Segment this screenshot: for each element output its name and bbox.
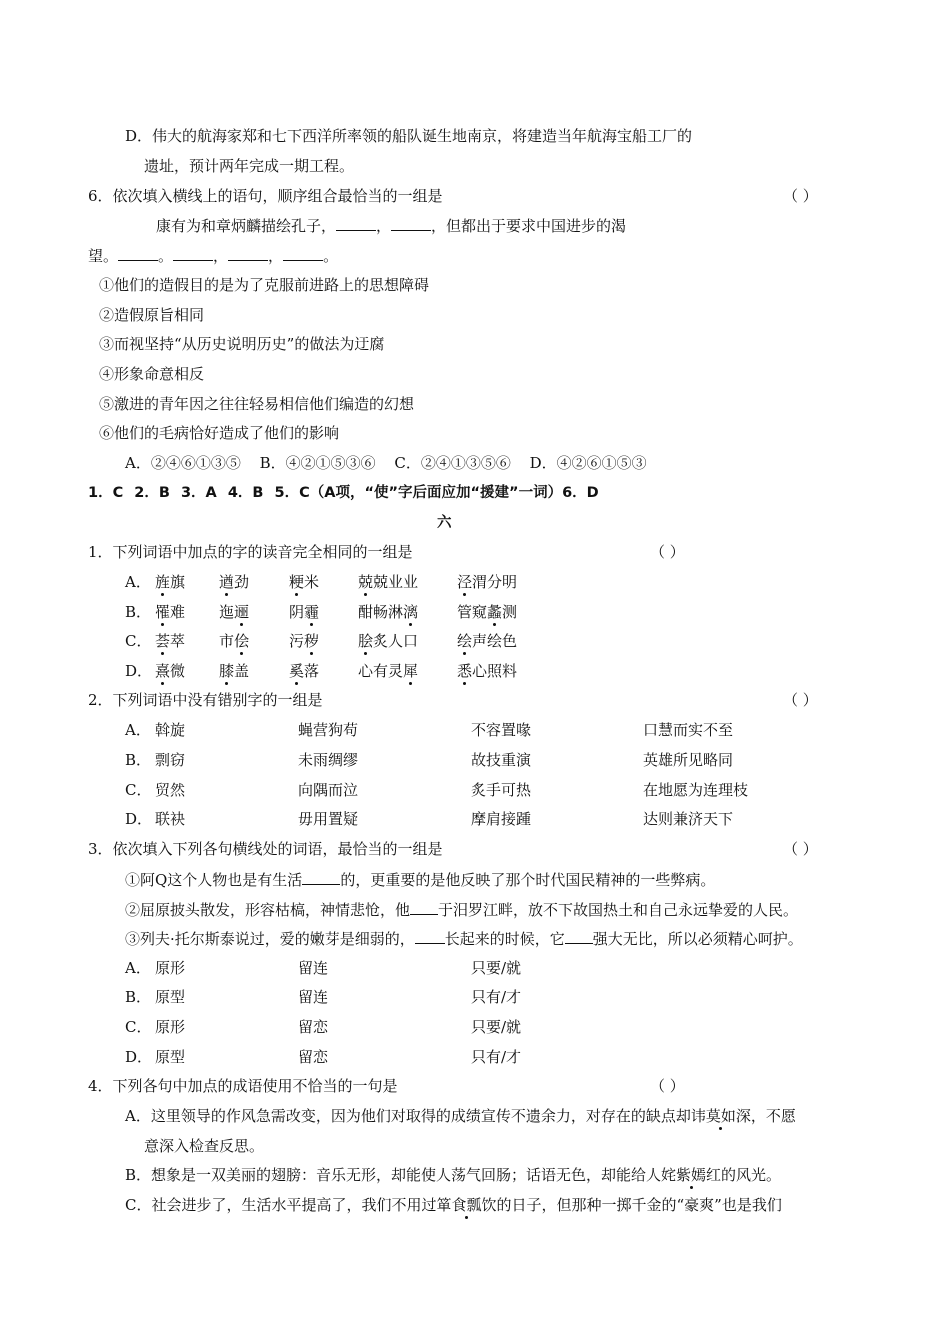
word-char: 酣畅淋: [358, 603, 404, 621]
s6-q2-answer-paren: （ ）: [783, 691, 818, 709]
s6-q3-option-label: A．: [125, 959, 151, 977]
s6-q2-word: 蝇营狗苟: [298, 721, 359, 739]
s6-q3-blank-1: [302, 869, 340, 885]
q6-blank-5: [228, 245, 268, 261]
section-heading: 六: [437, 515, 452, 531]
s6-q2-word: 联袂: [155, 810, 186, 828]
s6-q2-word: 摩肩接踵: [471, 810, 532, 828]
q6-passage-text: 。: [158, 247, 174, 265]
s6-q2-word: 英雄所见略同: [643, 751, 734, 769]
dotted-char: 蠡: [487, 603, 503, 621]
s6-q4-option-a-line1: [125, 1106, 796, 1126]
s6-q3-word: 留恋: [298, 1048, 329, 1066]
option-text: B．想象是一双美丽的翅膀：音乐无形，却能使人荡气回肠；话语无色，却能给人: [125, 1166, 662, 1184]
word-char: 炙人口: [373, 632, 419, 650]
s6-q3-blank-2: [410, 899, 438, 915]
s6-q4-stem: 4．下列各句中加点的成语使用不恰当的一句是: [88, 1077, 398, 1095]
s6-q3-word: 原形: [155, 959, 186, 977]
s6-q2-word: 毋用置疑: [298, 810, 359, 828]
sentence-text: 强大无比，所以必须精心呵护。: [592, 930, 803, 948]
dotted-char: 泾: [457, 573, 473, 591]
word-char: 测: [502, 603, 518, 621]
dotted-char: 秽: [304, 632, 320, 650]
q6-blank-4: [173, 245, 213, 261]
q6-passage-line2: [88, 245, 338, 266]
s6-q1-word: [219, 631, 249, 651]
s6-q2-option-label: D．: [125, 810, 153, 828]
dotted-char: 绘: [457, 632, 473, 650]
s6-q1-word: [155, 602, 185, 622]
s6-q3-sentence-3: [125, 928, 803, 949]
q6-blank-2: [391, 215, 431, 231]
s6-q2-word: 故技重演: [471, 751, 532, 769]
s6-q2-option-label: A．: [125, 721, 151, 739]
s6-q1-option-label: D．: [125, 662, 153, 680]
dotted-char: 奚: [289, 662, 305, 680]
s6-q1-option-label: C．: [125, 632, 152, 650]
dotted-char: 膝: [219, 662, 235, 680]
s6-q3-word: 原型: [155, 988, 186, 1006]
dotted-idiom: 姹紫嫣红: [661, 1166, 722, 1184]
dotted-char: 犀: [403, 662, 419, 680]
s6-q3-word: 只有/才: [471, 988, 522, 1006]
s6-q1-word: [457, 572, 517, 592]
q6-passage-text: ，: [376, 217, 392, 235]
word-char: 米: [304, 573, 320, 591]
s6-q1-word: [289, 631, 319, 651]
sentence-text: ②屈原披头散发，形容枯槁，神情悲怆，他: [125, 901, 411, 919]
dotted-char: 霾: [304, 603, 320, 621]
s6-q1-word: [155, 572, 185, 592]
word-char: 心照料: [472, 662, 518, 680]
q6-item-2: ②造假原旨相同: [99, 306, 205, 324]
word-char: 盖: [234, 662, 250, 680]
option-text: 的风光。: [721, 1166, 782, 1184]
q6-answer-paren: （ ）: [783, 187, 818, 205]
q6-passage-text: ，但都出于要求中国进步的渴: [431, 217, 627, 235]
dotted-char: 罹: [155, 603, 171, 621]
q6-passage-text: ，: [213, 247, 229, 265]
s6-q2-word: 贸然: [155, 781, 186, 799]
s6-q4-option-b: [125, 1165, 781, 1185]
s6-q1-stem: 1．下列词语中加点的字的读音完全相同的一组是: [88, 543, 413, 561]
option-text: A．这里领导的作风急需改变，因为他们对取得的成绩宣传不遗余力，对存在的缺点却: [125, 1107, 691, 1125]
q5-option-d-line1: D．伟大的航海家郑和七下西洋所率领的船队诞生地南京，将建造当年航海宝船工厂的: [125, 127, 693, 145]
s6-q2-word: 剽窃: [155, 751, 186, 769]
q6-passage-text: 。: [323, 247, 339, 265]
sentence-text: 长起来的时候，它: [444, 930, 565, 948]
word-char: 声绘色: [472, 632, 518, 650]
answer-key: 1．C 2．B 3．A 4．B 5．C（A项，“使”字后面应加“援建”一词）6．D: [88, 485, 599, 501]
dotted-char: 熹: [155, 662, 171, 680]
s6-q4-answer-paren: （ ）: [650, 1077, 685, 1095]
s6-q3-blank-4: [565, 928, 593, 944]
s6-q1-word: [289, 661, 319, 681]
q6-passage-text: ，: [268, 247, 284, 265]
s6-q2-word: 在地愿为连理枝: [643, 781, 749, 799]
s6-q3-option-label: D．: [125, 1048, 153, 1066]
q6-blank-6: [283, 245, 323, 261]
s6-q1-word: [219, 602, 249, 622]
s6-q1-word: [457, 602, 517, 622]
s6-q2-word: 不容置喙: [471, 721, 532, 739]
s6-q3-word: 留连: [298, 988, 329, 1006]
q6-item-5: ⑤激进的青年因之往往轻易相信他们编造的幻想: [99, 395, 415, 413]
word-char: 迤: [219, 603, 235, 621]
s6-q1-word: [358, 602, 418, 622]
s6-q1-word: [358, 572, 418, 592]
word-char: 微: [170, 662, 186, 680]
q6-blank-1: [336, 215, 376, 231]
s6-q2-option-label: B．: [125, 751, 152, 769]
dotted-char: 逦: [234, 603, 250, 621]
s6-q2-word: 向隅而泣: [298, 781, 359, 799]
option-text: C．社会进步了，生活水平提高了，我们不用过: [125, 1196, 437, 1214]
q6-item-4: ④形象命意相反: [99, 365, 205, 383]
s6-q2-word: 斡旋: [155, 721, 186, 739]
q6-passage-text: 望。: [88, 247, 119, 265]
option-text: ，不愿: [750, 1107, 796, 1125]
q6-blank-3: [118, 245, 158, 261]
s6-q1-word: [155, 631, 185, 651]
dotted-char: 兢: [358, 573, 374, 591]
s6-q4-option-c: [125, 1195, 782, 1215]
word-char: 落: [304, 662, 320, 680]
s6-q3-word: 只要/就: [471, 959, 522, 977]
s6-q3-option-label: C．: [125, 1018, 152, 1036]
s6-q4-option-a-line2: 意深入检查反思。: [144, 1137, 265, 1155]
q6-stem: 6．依次填入横线上的语句，顺序组合最恰当的一组是: [88, 187, 443, 205]
q6-passage-text: 康有为和章炳麟描绘孔子，: [156, 217, 337, 235]
s6-q1-word: [289, 602, 319, 622]
s6-q3-sentence-2: [125, 899, 798, 920]
s6-q1-word: [457, 631, 517, 651]
s6-q2-word: 口慧而实不至: [643, 721, 734, 739]
s6-q1-word: [358, 661, 418, 681]
option-text: 的日子，但那种一掷千金的“豪爽”也是我们: [496, 1196, 782, 1214]
q6-item-1: ①他们的造假目的是为了克服前进路上的思想障碍: [99, 276, 430, 294]
s6-q2-word: 炙手可热: [471, 781, 532, 799]
word-char: 阴: [289, 603, 305, 621]
sentence-text: ③列夫·托尔斯泰说过，爱的嫩芽是细弱的，: [125, 930, 415, 948]
q6-passage-line1: [156, 215, 626, 236]
s6-q2-stem: 2．下列词语中没有错别字的一组是: [88, 691, 323, 709]
sentence-text: ①阿Q这个人物也是有生活: [125, 871, 303, 889]
s6-q1-option-label: B．: [125, 603, 152, 621]
s6-q3-sentence-1: [125, 869, 715, 890]
s6-q3-word: 留连: [298, 959, 329, 977]
dotted-char: 旌: [155, 573, 171, 591]
dotted-char: 侩: [234, 632, 250, 650]
s6-q2-option-label: C．: [125, 781, 152, 799]
word-char: 市: [219, 632, 235, 650]
q6-item-6: ⑥他们的毛病恰好造成了他们的影响: [99, 424, 340, 442]
dotted-char: 荟: [155, 632, 171, 650]
q6-choices: A．②④⑥①③⑤ B．④②①⑤③⑥ C．②④①③⑤⑥ D．④②⑥①⑤③: [125, 454, 647, 472]
s6-q3-word: 只要/就: [471, 1018, 522, 1036]
q5-option-d-line2: 遗址，预计两年完成一期工程。: [144, 157, 355, 175]
s6-q3-word: 原形: [155, 1018, 186, 1036]
word-char: 心有灵: [358, 662, 404, 680]
dotted-char: 遒: [219, 573, 235, 591]
s6-q1-word: [289, 572, 319, 592]
dotted-idiom: 讳莫如深: [690, 1107, 751, 1125]
s6-q3-blank-3: [415, 928, 445, 944]
s6-q1-answer-paren: （ ）: [650, 543, 685, 561]
sentence-text: 的，更重要的是他反映了那个时代国民精神的一些弊病。: [340, 871, 716, 889]
s6-q3-answer-paren: （ ）: [783, 840, 818, 858]
s6-q3-option-label: B．: [125, 988, 152, 1006]
s6-q3-word: 只有/才: [471, 1048, 522, 1066]
dotted-char: 悉: [457, 662, 473, 680]
s6-q3-word: 留恋: [298, 1018, 329, 1036]
dotted-char: 粳: [289, 573, 305, 591]
s6-q1-option-label: A．: [125, 573, 151, 591]
dotted-idiom: 箪食瓢饮: [436, 1196, 497, 1214]
sentence-text: 于汨罗江畔，放不下故国热土和自己永远挚爱的人民。: [438, 901, 799, 919]
s6-q3-stem: 3．依次填入下列各句横线处的词语，最恰当的一组是: [88, 840, 443, 858]
s6-q3-word: 原型: [155, 1048, 186, 1066]
word-char: 污: [289, 632, 305, 650]
s6-q1-word: [457, 661, 517, 681]
q6-item-3: ③而视坚持“从历史说明历史”的做法为迂腐: [99, 335, 385, 353]
word-char: 渭分明: [472, 573, 518, 591]
dotted-char: 脍: [358, 632, 374, 650]
dotted-char: 漓: [403, 603, 419, 621]
s6-q2-word: 未雨绸缪: [298, 751, 359, 769]
word-char: 萃: [170, 632, 186, 650]
s6-q1-word: [219, 572, 249, 592]
word-char: 管窥: [457, 603, 488, 621]
s6-q1-word: [155, 661, 185, 681]
word-char: 难: [170, 603, 186, 621]
s6-q1-word: [358, 631, 418, 651]
word-char: 旗: [170, 573, 186, 591]
s6-q1-word: [219, 661, 249, 681]
word-char: 兢业业: [373, 573, 419, 591]
word-char: 劲: [234, 573, 250, 591]
s6-q2-word: 达则兼济天下: [643, 810, 734, 828]
